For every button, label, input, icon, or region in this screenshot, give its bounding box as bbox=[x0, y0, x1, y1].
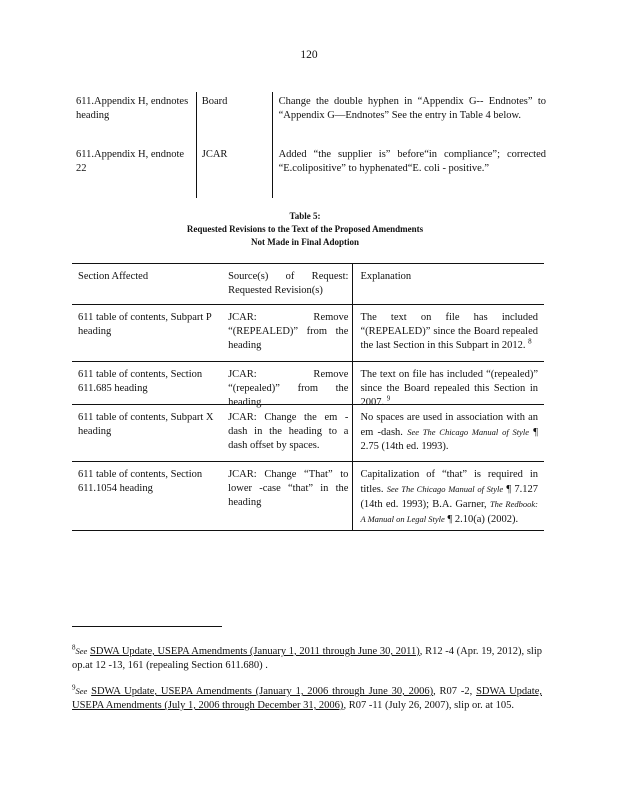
header-explanation: Explanation bbox=[352, 264, 544, 304]
footnote-mark: 9 bbox=[72, 683, 76, 692]
footnote-9 bbox=[72, 684, 542, 713]
section-cell: 611 table of contents, Section 611.1054 heading bbox=[78, 469, 203, 494]
source-cell: Board bbox=[196, 92, 272, 145]
table-row bbox=[72, 362, 544, 408]
explanation-cell bbox=[352, 362, 544, 408]
table-row bbox=[72, 305, 544, 362]
footnote-ref[interactable]: 8 bbox=[528, 337, 532, 346]
footnote-case-title: SDWA Update, USEPA Amendments (July 1, 2006 through December 31, 2006) bbox=[72, 686, 543, 711]
section-cell: 611 table of contents, Subpart P heading bbox=[78, 312, 212, 337]
caption-line-1: Table 5: bbox=[289, 211, 321, 221]
section-cell: 611 table of contents, Subpart X heading bbox=[78, 412, 214, 437]
explanation-text: Capitalization of “that” is required in titles. bbox=[360, 469, 538, 495]
explanation-cell bbox=[352, 305, 544, 361]
footnote-divider bbox=[72, 626, 222, 627]
footnote-case-title: SDWA Update, USEPA Amendments (January 1, 2006 through June 30, 2006) bbox=[91, 686, 434, 697]
footnote-see: See bbox=[75, 646, 88, 656]
footnote-text: , R07 -11 (July 26, 2007), slip or. at 105. bbox=[343, 700, 514, 711]
revisions-table bbox=[72, 263, 544, 531]
footnote-text: , R07 -2, bbox=[433, 686, 473, 697]
footnote-mark: 8 bbox=[72, 643, 76, 652]
explanation-cell bbox=[352, 405, 544, 461]
section-cell: 611 table of contents, Section 611.685 heading bbox=[78, 369, 203, 394]
citation-rest: ¶ 2.10(a) (2002). bbox=[447, 514, 519, 525]
footnote-see: See bbox=[75, 686, 88, 696]
table-row bbox=[72, 405, 544, 462]
citation-title: See The Chicago Manual of Style bbox=[407, 427, 529, 437]
page-number: 120 bbox=[300, 49, 318, 61]
header-source: Source(s) of Request: Requested Revision(s) bbox=[228, 271, 349, 296]
explanation-cell: Change the double hyphen in “Appendix G-- Endnotes” to “Appendix G—Endnotes” See the entry in Table 4 below. bbox=[272, 92, 546, 145]
source-cell: JCAR bbox=[196, 145, 272, 198]
explanation-text: No spaces are used in association with an em -dash. bbox=[360, 412, 538, 438]
source-cell: JCAR: Remove “(repealed)” from the heading bbox=[228, 369, 349, 408]
citation-book: The Redbook: A Manual on Legal Style bbox=[360, 499, 538, 524]
explanation-cell: Added “the supplier is” before“in compliance”; corrected “E.colipositive” to hyphenated“E. coli - positive.” bbox=[272, 145, 546, 198]
citation-rest: ¶ 2.75 (14th ed. 1993). bbox=[360, 427, 539, 452]
table-caption bbox=[120, 210, 490, 249]
source-cell: JCAR: Remove “(REPEALED)” from the heading bbox=[228, 312, 349, 351]
footnote-case-title: SDWA Update, USEPA Amendments (January 1, 2011 through June 30, 2011) bbox=[89, 646, 420, 657]
citation-title: See The Chicago Manual of Style bbox=[386, 484, 504, 494]
footnote-text: , R12 -4 (Apr. 19, 2012), slip op.at 12 -13, 161 (repealing Section 611.680) . bbox=[72, 646, 543, 671]
header-section: Section Affected bbox=[78, 271, 149, 282]
caption-line-2: Requested Revisions to the Text of the Proposed Amendments bbox=[186, 224, 424, 234]
table-header-row bbox=[72, 264, 544, 305]
caption-line-3: Not Made in Final Adoption bbox=[250, 237, 360, 247]
explanation-cell bbox=[352, 462, 544, 530]
footnote-ref[interactable]: 9 bbox=[386, 394, 391, 403]
table-row bbox=[76, 145, 546, 198]
table-row bbox=[72, 462, 544, 530]
table-row bbox=[76, 92, 546, 145]
continuation-table bbox=[76, 92, 546, 198]
explanation-text: The text on file has included “(repealed)” since the Board repealed this Section in 2007. bbox=[360, 369, 538, 408]
explanation-text: The text on file has included “(REPEALED)” since the Board repealed the last Section in this Subpart in 2012. bbox=[360, 312, 538, 351]
source-cell: JCAR: Change “That” to lower -case “that” in the heading bbox=[228, 469, 349, 508]
section-cell: 611.Appendix H, endnote 22 bbox=[76, 149, 185, 174]
section-cell: 611.Appendix H, endnotes heading bbox=[76, 96, 189, 121]
footnote-8 bbox=[72, 644, 542, 673]
source-cell: JCAR: Change the em - dash in the heading to a dash offset by spaces. bbox=[228, 412, 349, 451]
citation-rest: ¶ 7.127 (14th ed. 1993); B.A. Garner, bbox=[360, 484, 539, 510]
